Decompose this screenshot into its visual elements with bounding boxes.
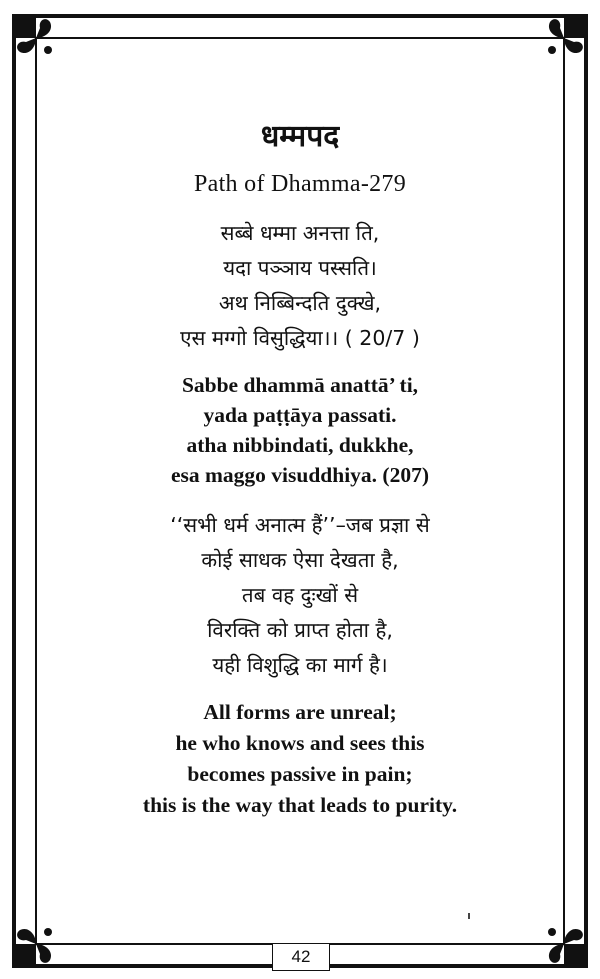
corner-ornament-bottom-left <box>14 928 52 966</box>
page-subtitle: Path of Dhamma-279 <box>193 171 407 197</box>
page-content <box>40 118 560 821</box>
translation-line: ‘‘सभी धर्म अनात्म हैं’’–जब प्रज्ञा से <box>170 513 430 537</box>
verse-line: esa maggo visuddhiya. (207) <box>170 463 430 487</box>
translation-line: this is the way that leads to purity. <box>142 793 458 817</box>
verse-line: यदा पञ्ञाय पस्सति। <box>223 256 377 280</box>
translation-line: he who knows and sees this <box>175 731 425 755</box>
verse-line: एस मग्गो विसुद्धिया।। ( 20/7 ) <box>180 326 420 350</box>
translation-line: यही विशुद्धि का मार्ग है। <box>212 653 388 677</box>
translation-line: तब वह दुःखों से <box>241 583 359 607</box>
corner-ornament-top-right <box>548 16 586 54</box>
pali-verse <box>40 370 560 490</box>
verse-line: atha nibbindati, dukkhe, <box>186 433 414 457</box>
page-title: धम्मपद <box>260 119 340 154</box>
english-translation <box>40 697 560 821</box>
hindi-verse <box>40 216 560 356</box>
translation-line: कोई साधक ऐसा देखता है, <box>201 548 399 572</box>
corner-ornament-top-left <box>14 16 52 54</box>
hindi-translation <box>40 508 560 683</box>
page-number: 42 <box>272 943 330 971</box>
verse-line: yada paṭṭāya passati. <box>203 403 397 427</box>
translation-line: विरक्ति को प्राप्त होता है, <box>207 618 393 642</box>
verse-line: सब्बे धम्मा अनत्ता ति, <box>220 221 380 245</box>
printer-mark <box>468 913 470 919</box>
translation-line: All forms are unreal; <box>203 700 397 724</box>
corner-ornament-bottom-right <box>548 928 586 966</box>
verse-line: अथ निब्बिन्दति दुक्खे, <box>218 291 382 315</box>
translation-line: becomes passive in pain; <box>187 762 413 786</box>
verse-line: Sabbe dhammā anattā’ ti, <box>181 373 419 397</box>
